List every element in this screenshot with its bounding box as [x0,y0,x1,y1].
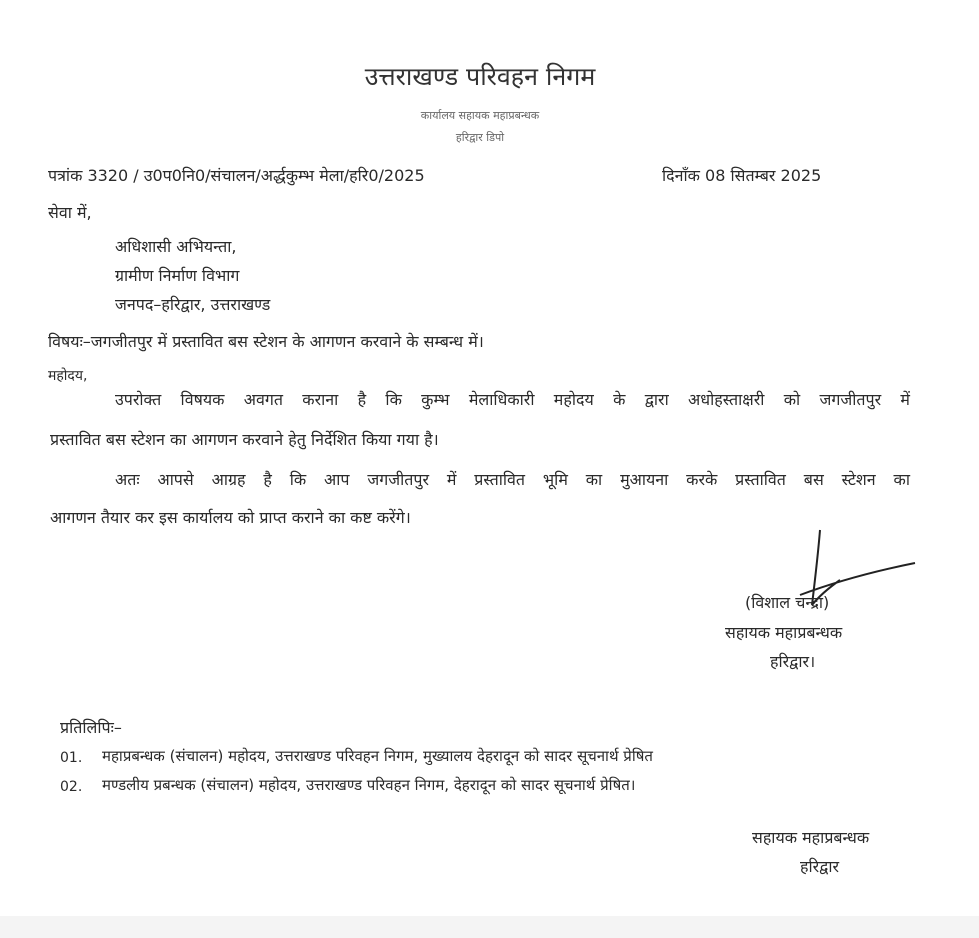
body-para1-line1: उपरोक्त विषयक अवगत कराना है कि कुम्भ मेलाधिकारी महोदय के द्वारा अधोहस्ताक्षरी को जगजीतपुर में [115,390,910,409]
letter-date: दिनाँक 08 सितम्बर 2025 [662,166,822,185]
signatory-designation: सहायक महाप्रबन्धक [725,623,843,642]
copy-label: प्रतिलिपिः– [60,718,122,737]
closing-designation: सहायक महाप्रबन्धक [752,828,870,847]
salutation-to: सेवा में, [48,203,92,222]
body-para1-line2: प्रस्तावित बस स्टेशन का आगणन करवाने हेतु निर्देशित किया गया है। [50,430,439,449]
recipient-line: जनपद–हरिद्वार, उत्तराखण्ड [115,295,271,314]
closing-place: हरिद्वार [800,857,840,876]
recipient-line: ग्रामीण निर्माण विभाग [115,266,240,285]
body-para2-line1: अतः आपसे आग्रह है कि आप जगजीतपुर में प्रस्तावित भूमि का मुआयना करके प्रस्तावित बस स्टेशन का [115,470,910,489]
subject: विषयः–जगजीतपुर में प्रस्तावित बस स्टेशन के आगणन करवाने के सम्बन्ध में। [48,332,484,351]
greeting: महोदय, [48,368,88,384]
recipient-line: अधिशासी अभियन्ता, [115,237,237,256]
office-name: कार्यालय सहायक महाप्रबन्धक [420,109,540,122]
body-para2-line2: आगणन तैयार कर इस कार्यालय को प्राप्त कराने का कष्ट करेंगे। [50,508,411,527]
depot-name: हरिद्वार डिपो [455,131,505,144]
letter-number: पत्रांक 3320 / उ0प0नि0/संचालन/अर्द्धकुम्भ मेला/हरि0/2025 [48,166,425,185]
copy-item-text: मण्डलीय प्रबन्धक (संचालन) महोदय, उत्तराखण्ड परिवहन निगम, देहरादून को सादर सूचनार्थ प्रेषित। [102,776,636,794]
copy-item-number: 02. [60,779,83,795]
copy-item-number: 01. [60,750,83,766]
signatory-place: हरिद्वार। [770,652,816,671]
handwritten-signature [720,525,920,635]
copy-item-text: महाप्रबन्धक (संचालन) महोदय, उत्तराखण्ड परिवहन निगम, मुख्यालय देहरादून को सादर सूचनार्थ प्रेषित [102,747,653,765]
org-title: उत्तराखण्ड परिवहन निगम [364,62,596,91]
signatory-name: (विशाल चन्द्रा) [745,593,830,612]
